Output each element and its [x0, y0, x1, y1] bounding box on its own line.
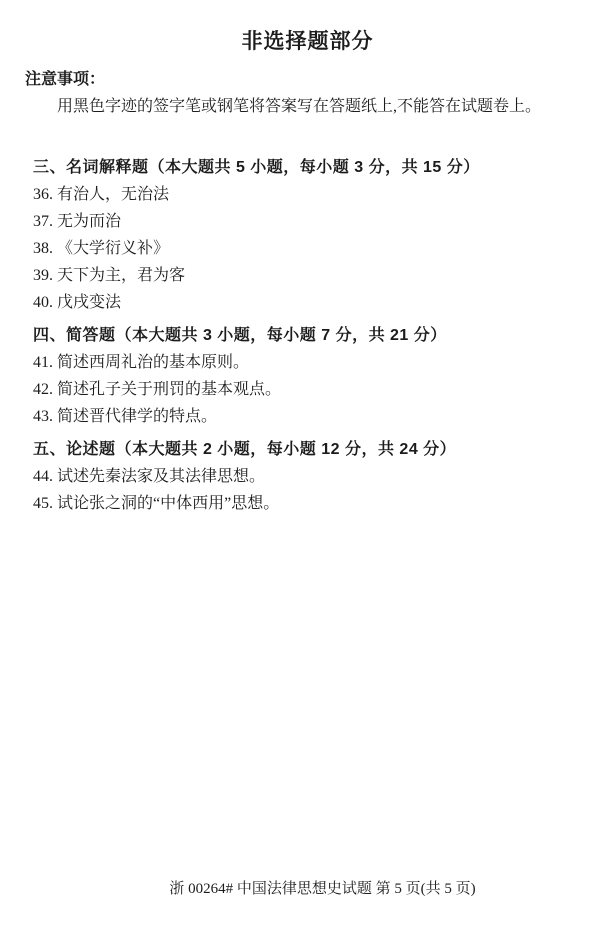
- question-number: 41.: [33, 354, 53, 371]
- question-number: 45.: [33, 495, 53, 512]
- question-number: 42.: [33, 381, 53, 398]
- section-heading: 三、名词解释题（本大题共 5 小题，每小题 3 分，共 15 分）: [33, 159, 480, 176]
- question-item: [33, 181, 587, 208]
- question-number: 36.: [33, 186, 53, 203]
- notice-block: [0, 68, 615, 118]
- section-term-explanation: [33, 154, 587, 316]
- section-heading: 五、论述题（本大题共 2 小题，每小题 12 分，共 24 分）: [33, 441, 457, 458]
- question-number: 37.: [33, 213, 53, 230]
- question-text: 简述孔子关于刑罚的基本观点。: [57, 381, 282, 398]
- question-text: 《大学衍义补》: [57, 240, 170, 257]
- question-number: 39.: [33, 267, 53, 284]
- question-item: [33, 463, 587, 490]
- notice-label: 注意事项：: [25, 71, 106, 88]
- question-text: 有治人，无治法: [57, 186, 170, 203]
- question-text: 戊戌变法: [57, 294, 122, 311]
- question-text: 试述先秦法家及其法律思想。: [57, 468, 266, 485]
- question-item: [33, 289, 587, 316]
- question-number: 40.: [33, 294, 53, 311]
- question-item: [33, 490, 587, 517]
- question-item: [33, 208, 587, 235]
- section-heading: 四、简答题（本大题共 3 小题，每小题 7 分，共 21 分）: [33, 327, 447, 344]
- section-essay: [33, 436, 587, 517]
- question-text: 天下为主，君为客: [57, 267, 186, 284]
- question-number: 38.: [33, 240, 53, 257]
- question-text: 简述西周礼治的基本原则。: [57, 354, 250, 371]
- question-item: [33, 403, 587, 430]
- question-item: [33, 349, 587, 376]
- question-text: 试论张之洞的“中体西用”思想。: [57, 495, 280, 512]
- question-item: [33, 262, 587, 289]
- section-short-answer: [33, 322, 587, 430]
- question-number: 43.: [33, 408, 53, 425]
- question-item: [33, 376, 587, 403]
- question-item: [33, 235, 587, 262]
- question-text: 简述晋代律学的特点。: [57, 408, 218, 425]
- notice-text: 用黑色字迹的签字笔或钢笔将答案写在答题纸上,不能答在试题卷上。: [57, 98, 542, 115]
- question-text: 无为而治: [57, 213, 122, 230]
- question-sections: [0, 154, 615, 517]
- page-title: 非选择题部分: [241, 30, 374, 53]
- page-footer: 浙 00264# 中国法律思想史试题 第 5 页(共 5 页): [169, 881, 476, 897]
- question-number: 44.: [33, 468, 53, 485]
